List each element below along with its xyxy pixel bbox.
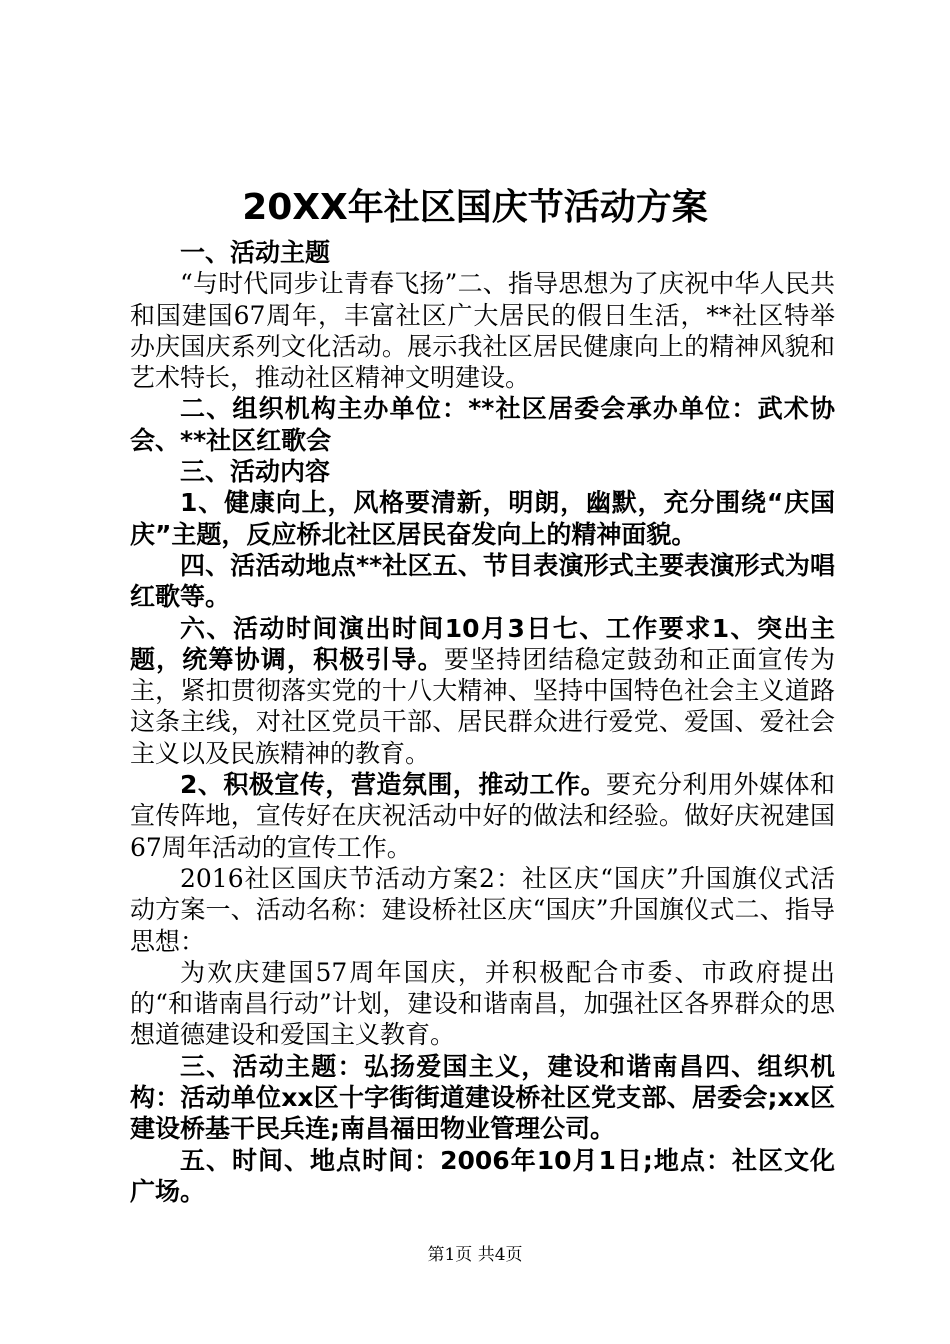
paragraph-time-requirements: [130, 613, 835, 769]
paragraph-plan-2-theme-org: 三、活动主题：弘扬爱国主义，建设和谐南昌四、组织机构：活动单位xx区十字街街道建设桥社区党支部、居委会;xx区建设桥基干民兵连;南昌福田物业管理公司。: [130, 1051, 835, 1144]
publicity-lead: 2、积极宣传，营造氛围，推动工作。: [180, 770, 606, 800]
paragraph-venue-format: 四、活活动地点**社区五、节目表演形式主要表演形式为唱红歌等。: [130, 550, 835, 612]
publicity-detail: 要充分利用外媒体和宣传阵地，宣传好在庆祝活动中好的做法和经验。做好庆祝建国67周年活动的宣传工作。: [130, 770, 835, 862]
paragraph-publicity: [130, 769, 835, 863]
time-requirements-detail: 要坚持团结稳定鼓劲和正面宣传为主，紧扣贯彻落实党的十八大精神、坚持中国特色社会主义道路这条主线，对社区党员干部、居民群众进行爱党、爱国、爱社会主义以及民族精神的教育。: [130, 644, 835, 768]
paragraph-plan-2-time-place: 五、时间、地点时间：2006年10月1日;地点：社区文化广场。: [130, 1145, 835, 1206]
paragraph-content-item-1: 1、健康向上，风格要清新，明朗，幽默，充分围绕“庆国庆”主题，反应桥北社区居民奋发向上的精神面貌。: [130, 488, 835, 549]
paragraph-plan-2-guiding: 为欢庆建国57周年国庆，并积极配合市委、市政府提出的“和谐南昌行动”计划，建设和谐南昌，加强社区各界群众的思想道德建设和爱国主义教育。: [130, 957, 835, 1050]
page-number-footer: 第1页 共4页: [427, 1245, 523, 1265]
heading-activity-theme: 一、活动主题: [180, 238, 331, 267]
heading-activity-content: 三、活动内容: [180, 457, 331, 487]
paragraph-organization: 二、组织机构主办单位：**社区居委会承办单位：武术协会、**社区红歌会: [130, 394, 835, 455]
time-requirements-lead: 六、活动时间演出时间10月3日七、工作要求1、突出主题，统筹协调，积极引导。: [130, 613, 835, 674]
paragraph-theme-guiding-idea: “与时代同步让青春飞扬”二、指导思想为了庆祝中华人民共和国建国67周年，丰富社区广大居民的假日生活，**社区特举办庆国庆系列文化活动。展示我社区居民健康向上的精神风貌和艺术特长，推动社区精神文明建设。: [130, 269, 835, 393]
document-title: 20XX年社区国庆节活动方案: [242, 187, 708, 228]
document-body: [130, 237, 835, 1207]
paragraph-plan-2-intro: 2016社区国庆节活动方案2：社区庆“国庆”升国旗仪式活动方案一、活动名称：建设桥社区庆“国庆”升国旗仪式二、指导思想：: [130, 863, 835, 956]
